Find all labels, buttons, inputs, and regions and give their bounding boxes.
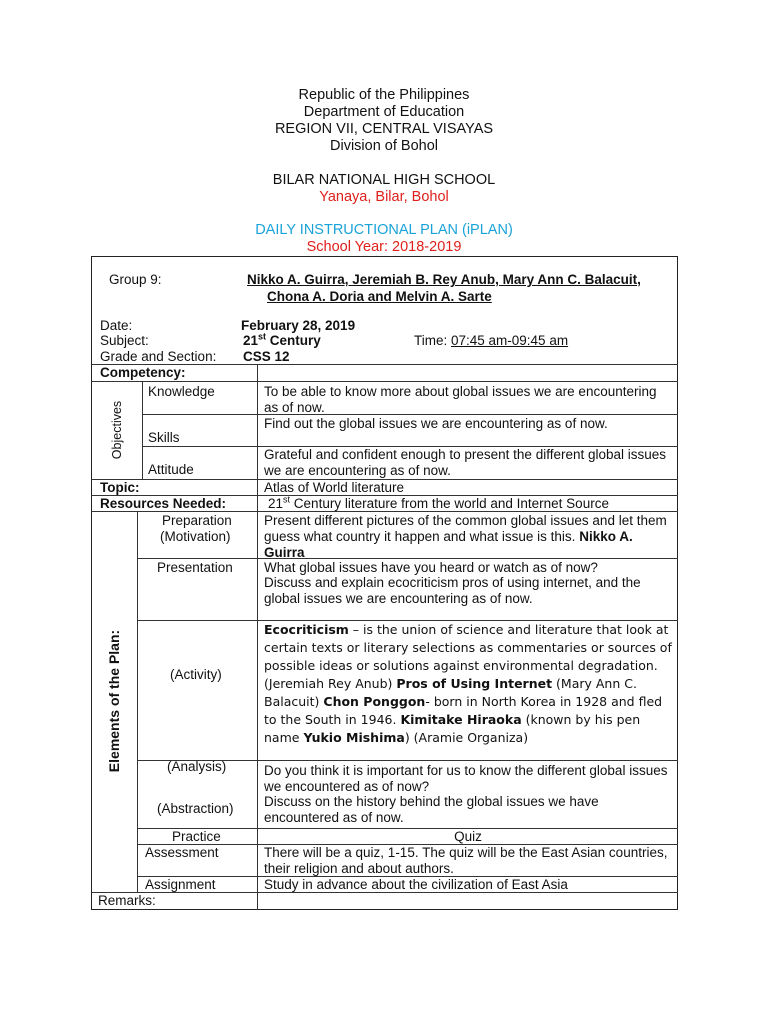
abstraction-label: (Abstraction) bbox=[157, 801, 234, 816]
time-field: Time: 07:45 am-09:45 am bbox=[414, 333, 569, 348]
preparation-label: Preparation bbox=[162, 513, 232, 528]
skills-text: Find out the global issues we are encountering as of now. bbox=[264, 416, 608, 431]
header-department: Department of Education bbox=[303, 104, 465, 120]
analysis-text: Do you think it is important for us to know the different global issues we encountered as of now? bbox=[264, 763, 668, 794]
motivation-label: (Motivation) bbox=[160, 529, 231, 544]
preparation-text: Present different pictures of the common global issues and let them guess what country it happen and what issue is this. Nikko A. Guirra bbox=[264, 513, 667, 560]
competency-label: Competency: bbox=[100, 365, 186, 380]
subject-label: Subject: bbox=[100, 333, 149, 348]
date-label: Date: bbox=[100, 318, 133, 333]
group-members-line1: Nikko A. Guirra, Jeremiah B. Rey Anub, Mary Ann C. Balacuit, bbox=[247, 272, 641, 287]
group-label: Group 9: bbox=[109, 272, 162, 287]
presentation-text-discussion: Discuss and explain ecocriticism pros of using internet, and the global issues we are encountering as of now. bbox=[264, 575, 641, 606]
elements-side-label: Elements of the Plan: bbox=[106, 629, 122, 773]
presentation-label: Presentation bbox=[157, 560, 233, 575]
school-address: Yanaya, Bilar, Bohol bbox=[319, 189, 449, 205]
knowledge-text: To be able to know more about global issues we are encountering as of now. bbox=[264, 384, 657, 415]
attitude-text: Grateful and confident enough to present the different global issues we are encountering as of now. bbox=[264, 447, 667, 478]
plan-title: DAILY INSTRUCTIONAL PLAN (iPLAN) bbox=[255, 222, 513, 238]
attitude-label: Attitude bbox=[148, 462, 194, 477]
grade-section-label: Grade and Section: bbox=[100, 349, 217, 364]
assessment-text: There will be a quiz, 1-15. The quiz will be the East Asian countries, their religion and about authors. bbox=[264, 845, 668, 876]
analysis-label: (Analysis) bbox=[167, 759, 227, 774]
practice-label: Practice bbox=[172, 829, 221, 844]
school-name: BILAR NATIONAL HIGH SCHOOL bbox=[272, 172, 496, 188]
skills-label: Skills bbox=[148, 430, 180, 445]
group-members-line2: Chona A. Doria and Melvin A. Sarte bbox=[267, 289, 492, 304]
remarks-field bbox=[258, 893, 678, 909]
presentation-text-question: What global issues have you heard or watch as of now? bbox=[264, 560, 598, 575]
remarks-label: Remarks: bbox=[98, 893, 156, 908]
resources-value: 21st Century literature from the world and Internet Source bbox=[268, 494, 609, 511]
subject-value: 21st Century bbox=[243, 331, 321, 348]
activity-text: Ecocriticism – is the union of science and literature that look at certain texts or literary selections as commentaries or sources of possible ideas or solutions against environmental degradation. (Jeremiah Rey Anub) Pros of Using Internet (Mary Ann C. Balacuit) Chon Ponggon- born in North Korea in 1928 and fled to the South in 1946. Kimitake Hiraoka (known by his pen name Yukio Mishima) (Aramie Organiza) bbox=[264, 622, 672, 745]
header-republic: Republic of the Philippines bbox=[298, 87, 470, 103]
topic-value: Atlas of World literature bbox=[264, 480, 405, 495]
practice-text: Quiz bbox=[454, 829, 482, 844]
header-region: REGION VII, CENTRAL VISAYAS bbox=[274, 121, 494, 137]
header-division: Division of Bohol bbox=[330, 138, 438, 154]
school-year: School Year: 2018-2019 bbox=[306, 239, 462, 255]
resources-label: Resources Needed: bbox=[100, 496, 227, 511]
time-value: 07:45 am-09:45 am bbox=[451, 333, 569, 348]
assignment-text: Study in advance about the civilization of East Asia bbox=[264, 877, 568, 892]
activity-label: (Activity) bbox=[170, 667, 222, 682]
abstraction-text: Discuss on the history behind the global issues we have encountered as of now. bbox=[264, 794, 599, 825]
date-value: February 28, 2019 bbox=[241, 318, 356, 333]
assessment-label: Assessment bbox=[145, 845, 219, 860]
grade-section-value: CSS 12 bbox=[243, 349, 290, 364]
topic-label: Topic: bbox=[100, 480, 140, 495]
objectives-side-label: Objectives bbox=[110, 400, 124, 460]
knowledge-label: Knowledge bbox=[148, 384, 215, 399]
assignment-label: Assignment bbox=[145, 877, 216, 892]
